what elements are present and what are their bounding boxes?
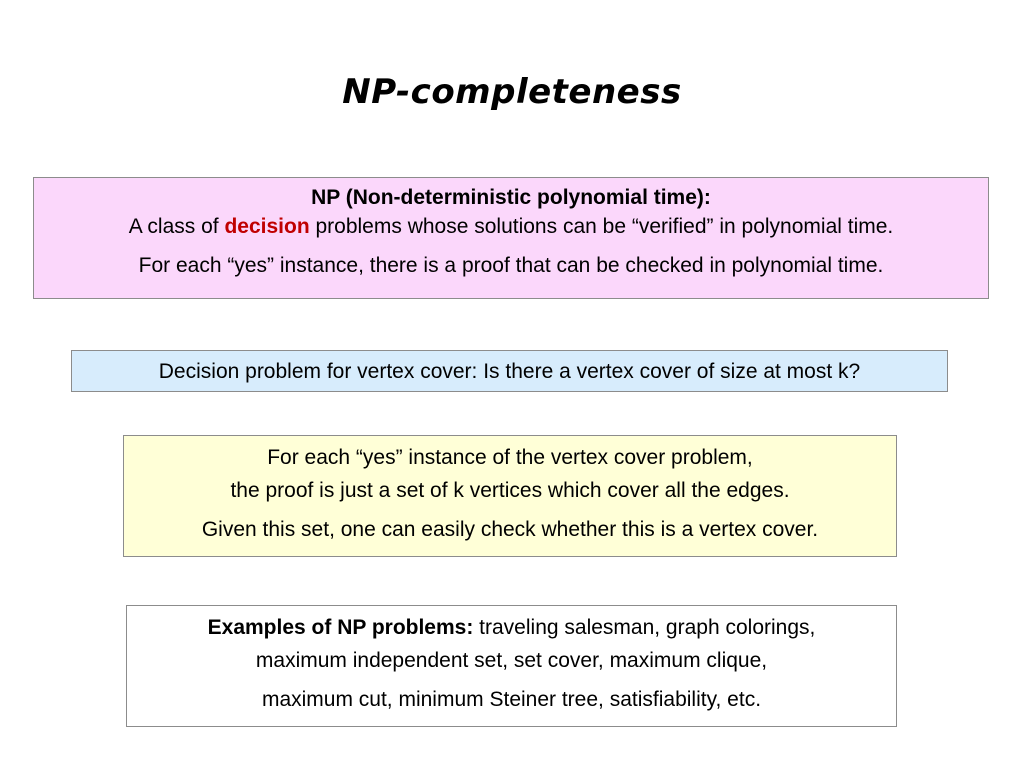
np-class-suffix: problems whose solutions can be “verified” in polynomial time.: [309, 215, 894, 239]
np-definition-box: [33, 177, 989, 299]
slide-title: NP-completeness: [342, 72, 682, 112]
yes-instance-line-1: For each “yes” instance of the vertex cover problem,: [267, 446, 753, 469]
examples-label: Examples of NP problems:: [207, 616, 474, 639]
np-heading: NP (Non-deterministic polynomial time):: [311, 186, 711, 209]
examples-line-1-rest: traveling salesman, graph colorings,: [473, 616, 816, 639]
vertex-cover-decision-box: [71, 350, 948, 392]
examples-line-2: maximum independent set, set cover, maximum clique,: [255, 649, 768, 673]
decision-highlight: decision: [224, 215, 310, 239]
examples-line-1: [127, 614, 896, 641]
np-class-prefix: A class of: [128, 215, 225, 239]
np-class-line: [34, 213, 988, 240]
np-proof-line: For each “yes” instance, there is a proof that can be checked in polynomial time.: [138, 253, 884, 277]
yes-instance-box: [123, 435, 897, 557]
examples-line-3: maximum cut, minimum Steiner tree, satisfiability, etc.: [261, 687, 762, 711]
vertex-cover-decision-text: Decision problem for vertex cover: Is there a vertex cover of size at most k?: [158, 360, 861, 383]
examples-box: [126, 605, 897, 727]
yes-instance-line-2: the proof is just a set of k vertices which cover all the edges.: [230, 479, 790, 503]
yes-instance-line-3: Given this set, one can easily check whether this is a vertex cover.: [201, 517, 819, 541]
